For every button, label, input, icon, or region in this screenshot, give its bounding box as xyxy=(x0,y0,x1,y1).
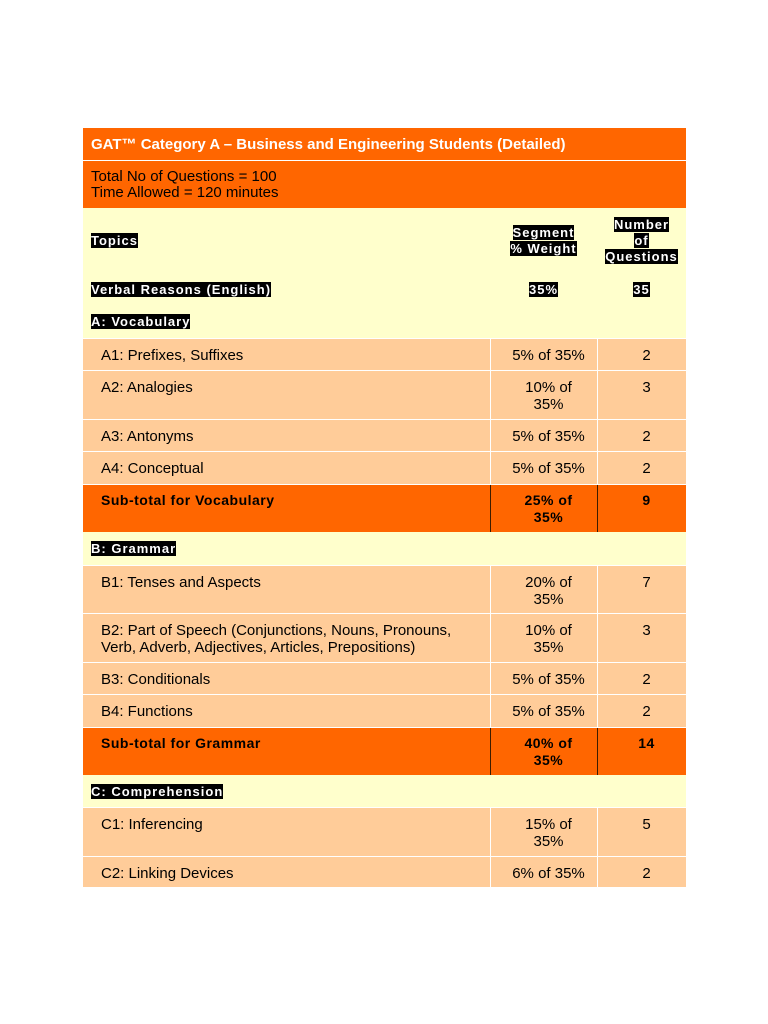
topic-name: A2: Analogies xyxy=(101,379,193,396)
topic-weight-cell xyxy=(490,857,597,887)
questions-header-line: of xyxy=(634,232,649,248)
section-heading-row xyxy=(83,305,686,338)
topic-row xyxy=(83,856,686,887)
topic-question-count: 2 xyxy=(597,857,686,887)
topic-row xyxy=(83,662,686,694)
section-heading-wrap xyxy=(91,540,686,557)
segment-weight-header-line: % Weight xyxy=(510,240,577,256)
topic-row xyxy=(83,419,686,451)
topic-row xyxy=(83,370,686,419)
segment-row xyxy=(83,273,686,305)
subtotal-weight-cell xyxy=(490,485,597,532)
column-header-row xyxy=(83,208,686,273)
topic-name: C1: Inferencing xyxy=(101,816,203,833)
topic-name: A1: Prefixes, Suffixes xyxy=(101,347,244,364)
topic-row xyxy=(83,565,686,613)
topic-question-count: 3 xyxy=(597,371,686,419)
topic-weight: 6% of 35% xyxy=(512,865,585,882)
topic-weight: 5% of 35% xyxy=(512,460,585,477)
gat-category-a-table xyxy=(83,128,686,887)
topic-weight: 5% of 35% xyxy=(512,428,585,445)
topic-row xyxy=(83,807,686,856)
topic-name: C2: Linking Devices xyxy=(101,865,234,882)
topics-header-cell xyxy=(83,208,490,273)
subtotal-weight-cell xyxy=(490,728,597,775)
segment-question-count: 35 xyxy=(633,281,650,297)
topic-name: B1: Tenses and Aspects xyxy=(101,574,261,591)
number-of-questions-header xyxy=(597,217,686,265)
section-heading-wrap xyxy=(91,783,686,800)
subtotal-weight: 25% of 35% xyxy=(524,492,573,525)
topic-name: B4: Functions xyxy=(101,703,193,720)
section-heading-wrap xyxy=(91,313,686,330)
topic-question-count: 2 xyxy=(597,420,686,451)
title-row xyxy=(83,128,686,160)
total-questions-text: Total No of Questions = 100 xyxy=(91,167,277,185)
topic-weight-cell xyxy=(490,695,597,727)
segment-questions-cell xyxy=(597,273,686,305)
section-heading-cell xyxy=(83,775,686,807)
segment-weight-header-cell xyxy=(490,208,597,273)
topics-header: Topics xyxy=(91,232,138,248)
topic-weight-cell xyxy=(490,371,597,419)
subtotal-row xyxy=(83,727,686,775)
questions-header-cell xyxy=(597,208,686,273)
segment-weight-header-line: Segment xyxy=(512,224,575,240)
topic-weight: 5% of 35% xyxy=(512,703,585,720)
topic-question-count: 2 xyxy=(597,339,686,370)
segment-questions-wrap xyxy=(597,281,686,298)
segment-name-cell xyxy=(83,273,490,305)
topic-weight: 5% of 35% xyxy=(512,671,585,688)
title-cell xyxy=(83,128,686,160)
section-heading-comprehension: C: Comprehension xyxy=(91,783,224,799)
time-allowed-text: Time Allowed = 120 minutes xyxy=(91,183,279,201)
subtotal-question-count: 9 xyxy=(597,485,686,532)
segment-weight-cell xyxy=(490,273,597,305)
topic-name: A4: Conceptual xyxy=(101,460,204,477)
section-heading-row xyxy=(83,775,686,807)
topic-name: A3: Antonyms xyxy=(101,428,194,445)
section-heading-vocabulary: A: Vocabulary xyxy=(91,314,191,329)
subtotal-question-count: 14 xyxy=(597,728,686,775)
topic-weight-cell xyxy=(490,339,597,370)
topic-name: B3: Conditionals xyxy=(101,671,211,688)
exam-info xyxy=(91,169,686,201)
topics-header-wrap xyxy=(91,233,490,249)
topic-weight-cell xyxy=(490,808,597,856)
section-heading-row xyxy=(83,532,686,565)
subtotal-weight: 40% of 35% xyxy=(524,735,573,768)
topic-row xyxy=(83,613,686,662)
subtotal-row xyxy=(83,484,686,532)
subtotal-label: Sub-total for Grammar xyxy=(101,735,261,751)
topic-weight-cell xyxy=(490,566,597,613)
topic-weight-cell xyxy=(490,663,597,694)
topic-row xyxy=(83,451,686,484)
topic-row xyxy=(83,338,686,370)
topic-name: B2: Part of Speech (Conjunctions, Nouns, Pronouns, Verb, Adverb, Adjectives, Articles, Prepositions) xyxy=(101,622,452,656)
topic-weight: 10% of 35% xyxy=(525,622,572,656)
topic-weight: 10% of 35% xyxy=(525,379,572,413)
section-heading-cell xyxy=(83,305,686,338)
topic-row xyxy=(83,694,686,727)
segment-weight-header xyxy=(490,225,597,257)
topic-weight-cell xyxy=(490,420,597,451)
topic-question-count: 3 xyxy=(597,614,686,662)
topic-weight-cell xyxy=(490,614,597,662)
segment-name-wrap xyxy=(91,281,490,298)
topic-weight: 15% of 35% xyxy=(525,816,572,850)
subtotal-label: Sub-total for Vocabulary xyxy=(101,492,275,508)
table-title: GAT™ Category A – Business and Engineering Students (Detailed) xyxy=(91,135,566,153)
section-heading-grammar: B: Grammar xyxy=(91,541,177,556)
topic-question-count: 7 xyxy=(597,566,686,613)
topic-weight: 20% of 35% xyxy=(525,574,572,608)
questions-header-line: Number xyxy=(613,216,670,232)
topic-weight-cell xyxy=(490,452,597,484)
segment-name: Verbal Reasons (English) xyxy=(91,281,272,297)
topic-weight: 5% of 35% xyxy=(512,347,585,364)
topic-question-count: 2 xyxy=(597,663,686,694)
segment-weight-wrap xyxy=(490,281,597,298)
topic-question-count: 5 xyxy=(597,808,686,856)
segment-weight: 35% xyxy=(528,281,559,297)
topic-question-count: 2 xyxy=(597,452,686,484)
topic-question-count: 2 xyxy=(597,695,686,727)
questions-header-line: Questions xyxy=(605,248,678,264)
exam-info-cell xyxy=(83,161,686,208)
exam-info-row xyxy=(83,160,686,208)
section-heading-cell xyxy=(83,532,686,565)
